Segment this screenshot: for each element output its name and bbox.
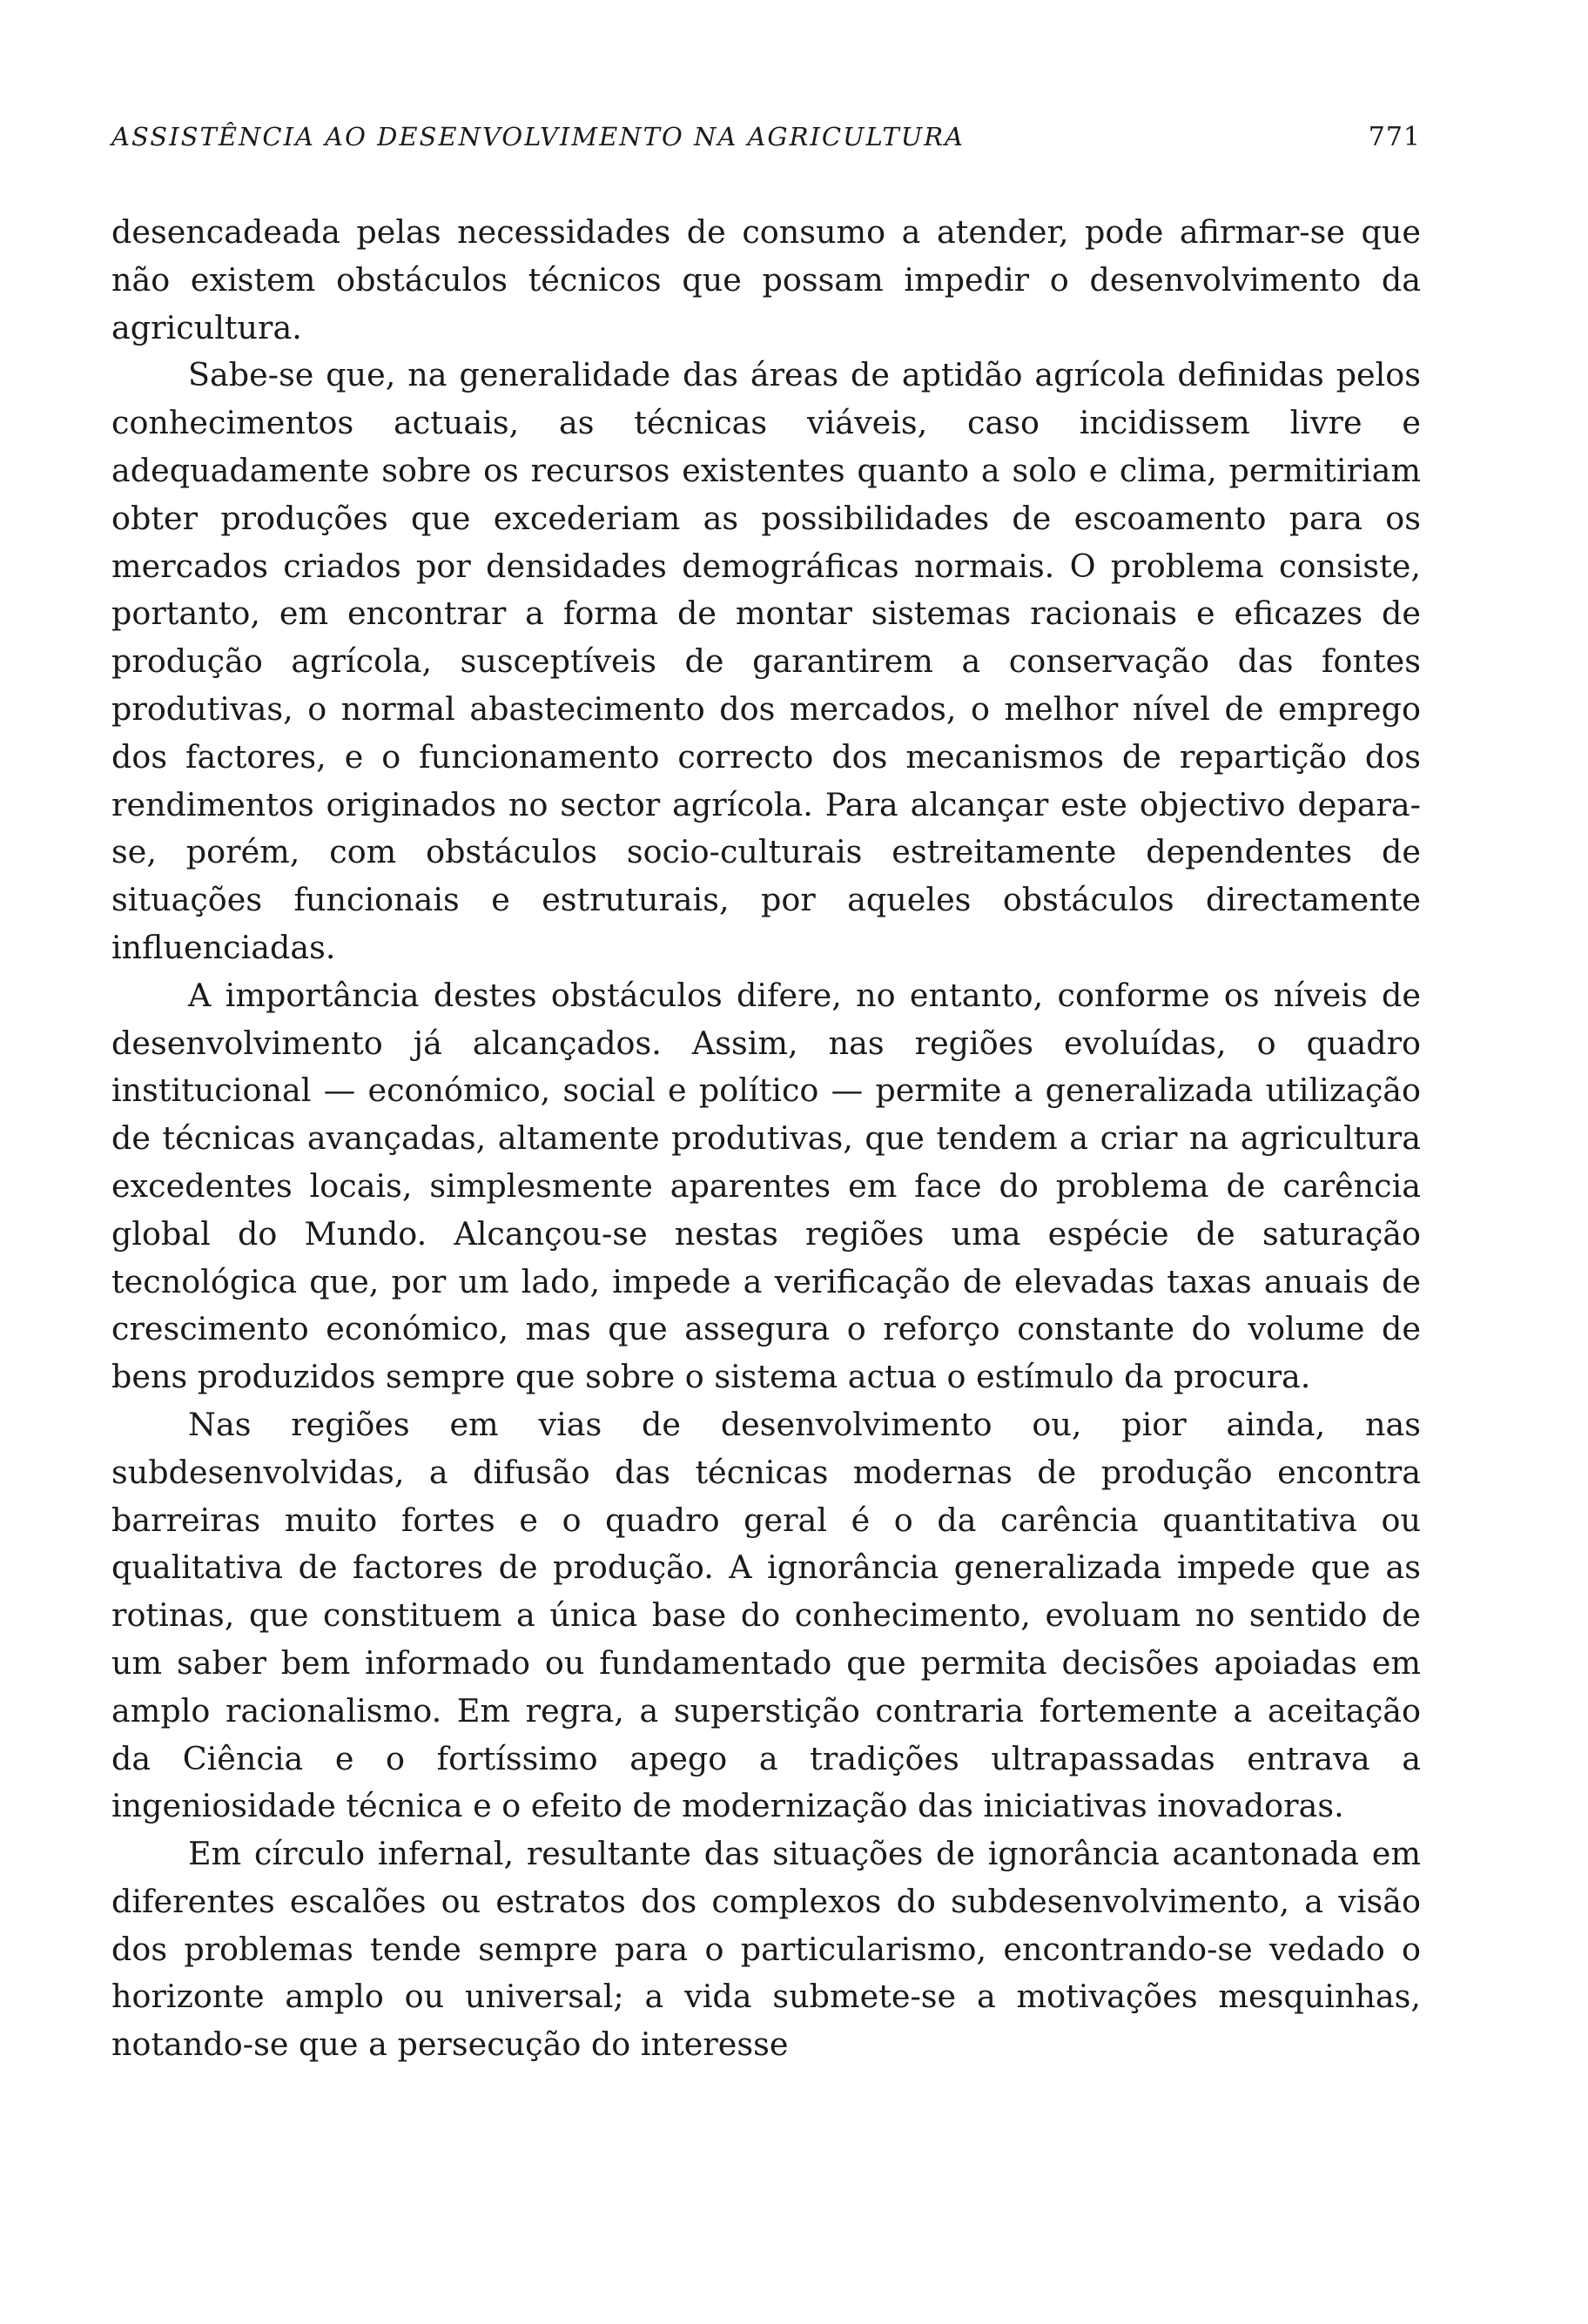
body-text	[111, 209, 1421, 2069]
paragraph: A importância destes obstáculos difere, no entanto, conforme os níveis de desenvolvimento já alcançados. Assim, nas regiões evoluídas, o quadro institucional — económico, social e político — permite a generalizada utilização de técnicas avançadas, altamente produtivas, que tendem a criar na agricultura excedentes locais, simplesmente aparentes em face do problema de carência global do Mundo. Alcançou-se nestas regiões uma espécie de saturação tecnológica que, por um lado, impede a verificação de elevadas taxas anuais de crescimento económico, mas que assegura o reforço constante do volume de bens produzidos sempre que sobre o sistema actua o estímulo da procura.	[111, 976, 1421, 1396]
page	[111, 122, 1421, 2069]
page-number: 771	[1368, 122, 1421, 152]
running-header	[111, 122, 1421, 174]
paragraph: Sabe-se que, na generalidade das áreas de aptidão agrícola definidas pelos conhecimentos actuais, as técnicas viáveis, caso incidissem livre e adequadamente sobre os recursos existentes quanto a solo e clima, permitiriam obter produções que excederiam as possibilidades de escoamento para os mercados criados por densidades demográficas normais. O problema consiste, portanto, em encontrar a forma de montar sistemas racionais e eficazes de produção agrícola, susceptíveis de garantirem a conservação das fontes produtivas, o normal abastecimento dos mercados, o melhor nível de emprego dos factores, e o funcionamento correcto dos mecanismos de repartição dos rendimentos originados no sector agrícola. Para alcançar este objectivo depara-se, porém, com obstáculos socio-culturais estreitamente dependentes de situações funcionais e estruturais, por aqueles obstáculos directamente influenciadas.	[111, 356, 1421, 966]
paragraph: Nas regiões em vias de desenvolvimento ou, pior ainda, nas subdesenvolvidas, a difusão das técnicas modernas de produção encontra barreiras muito fortes e o quadro geral é o da carência quantitativa ou qualitativa de factores de produção. A ignorância generalizada impede que as rotinas, que constituem a única base do conhecimento, evoluam no sentido de um saber bem informado ou fundamentado que permita decisões apoiadas em amplo racionalismo. Em regra, a superstição contraria fortemente a aceitação da Ciência e o fortíssimo apego a tradições ultrapassadas entrava a ingeniosidade técnica e o efeito de modernização das iniciativas inovadoras.	[111, 1405, 1421, 1825]
paragraph-continuation: desencadeada pelas necessidades de consumo a atender, pode afirmar-se que não existem obstáculos técnicos que possam impedir o desenvolvimento da agricultura.	[111, 213, 1421, 346]
running-title: ASSISTÊNCIA AO DESENVOLVIMENTO NA AGRICULTURA	[111, 122, 965, 151]
paragraph: Em círculo infernal, resultante das situações de ignorância acantonada em diferentes escalões ou estratos dos complexos do subdesenvolvimento, a visão dos problemas tende sempre para o particularismo, encontrando-se vedado o horizonte amplo ou universal; a vida submete-se a motivações mesquinhas, notando-se que a persecução do interesse	[111, 1835, 1421, 2064]
